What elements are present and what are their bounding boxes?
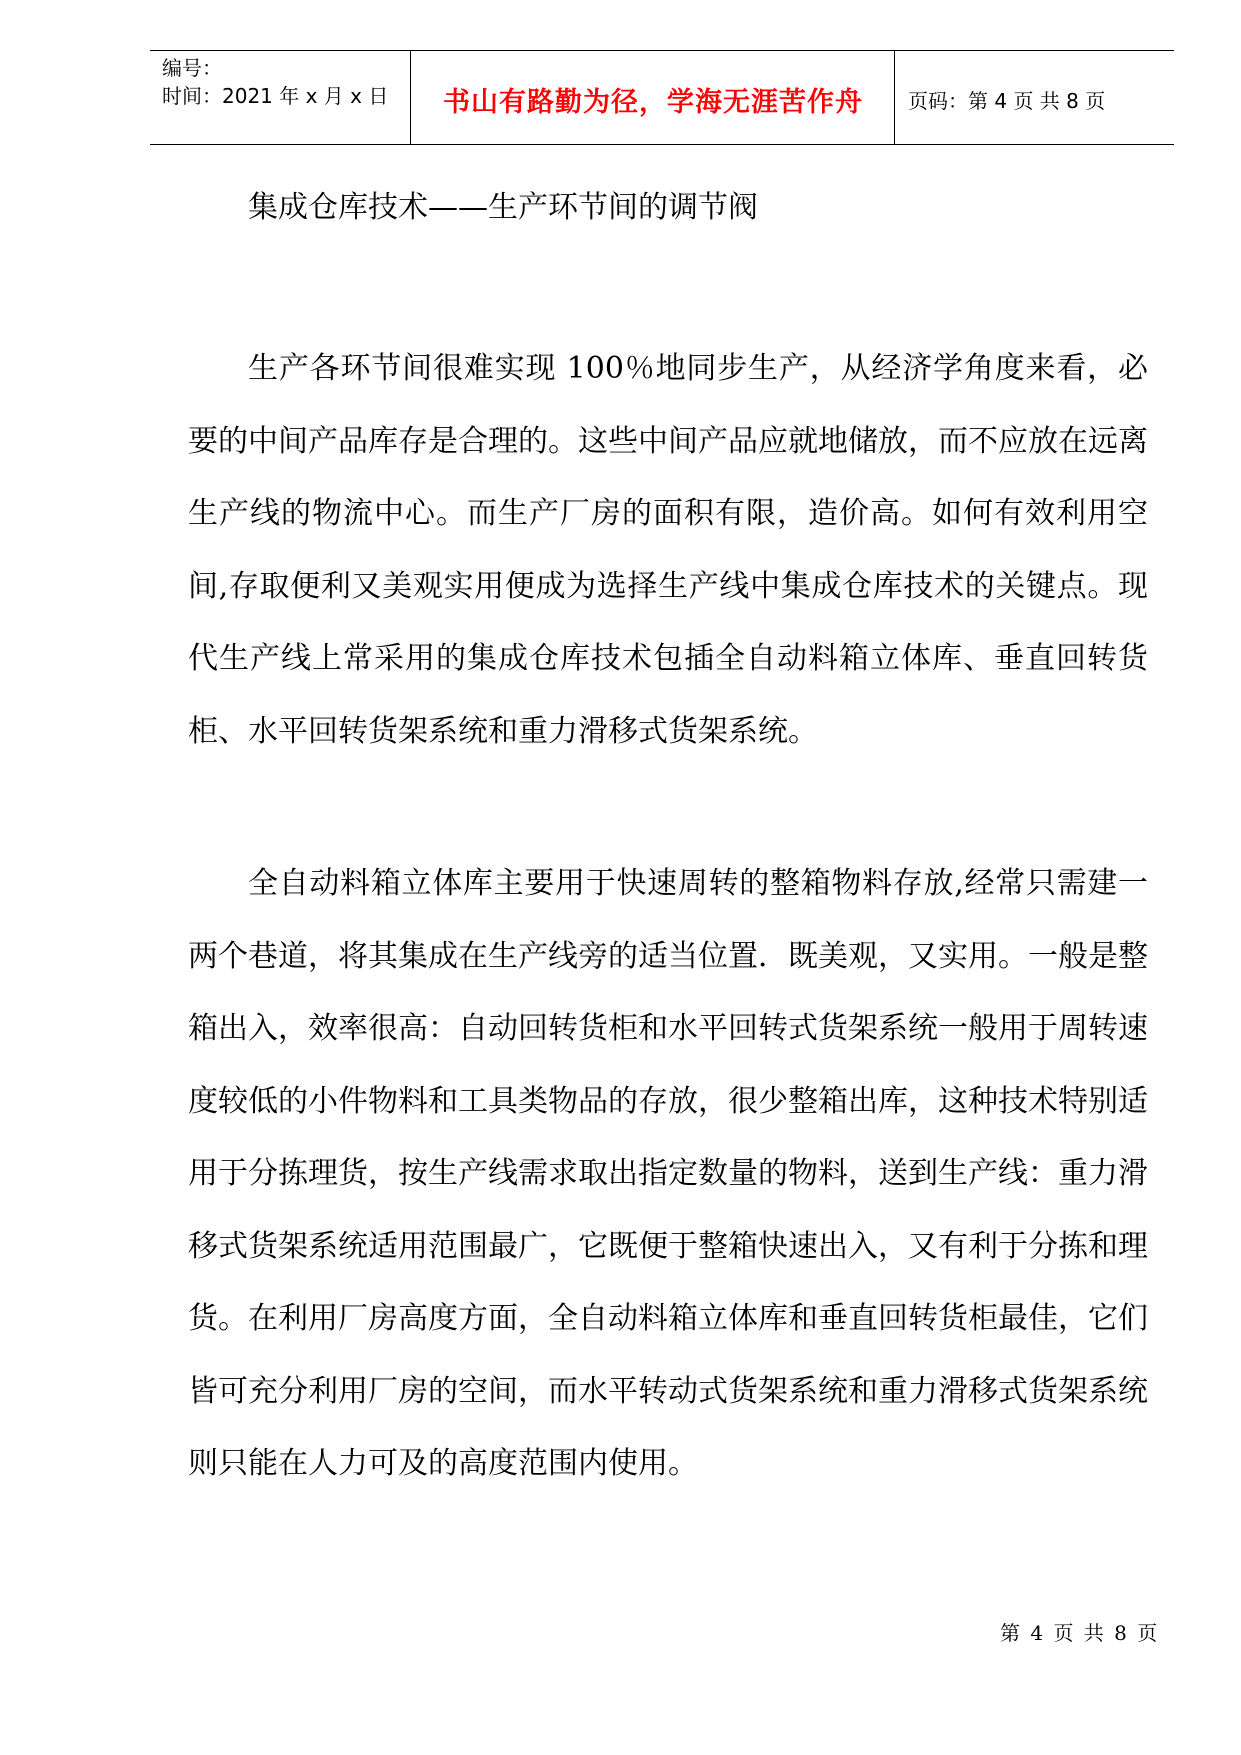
paragraph-2: 全自动料箱立体库主要用于快速周转的整箱物料存放,经常只需建一两个巷道，将其集成在生产线旁的适当位置．既美观，又实用。一般是整箱出入，效率很高：自动回转货柜和水平回转式货架系统一般用于周转速度较低的小件物料和工具类物品的存放，很少整箱出库，这种技术特别适用于分拣理货，按生产线需求取出指定数量的物料，送到生产线：重力滑移式货架系统适用范围最广，它既便于整箱快速出入，又有利于分拣和理货。在利用厂房高度方面，全自动料箱立体库和垂直回转货柜最佳，它们皆可充分利用厂房的空间，而水平转动式货架系统和重力滑移式货架系统则只能在人力可及的高度范围内使用。 (188, 866, 1148, 1481)
header-divider-right (894, 51, 895, 144)
header-table (150, 50, 1174, 145)
header-motto: 书山有路勤为径，学海无涯苦作舟 (443, 87, 863, 118)
footer-page-number: 第 4 页 共 8 页 (1000, 1621, 1158, 1645)
header-divider-left (410, 51, 411, 144)
document-title: 集成仓库技术——生产环节间的调节阀 (248, 190, 758, 225)
document-number-label: 编号： (162, 56, 222, 80)
header-page-code: 页码：第 4 页 共 8 页 (908, 89, 1106, 113)
document-time-label: 时间：2021 年 x 月 x 日 (162, 84, 389, 108)
paragraph-1: 生产各环节间很难实现 100％地同步生产，从经济学角度来看，必要的中间产品库存是合理的。这些中间产品应就地储放，而不应放在远离生产线的物流中心。而生产厂房的面积有限，造价高。如何有效利用空间,存取便利又美观实用便成为选择生产线中集成仓库技术的关键点。现代生产线上常采用的集成仓库技术包插全自动料箱立体库、垂直回转货柜、水平回转货架系统和重力滑移式货架系统。 (188, 351, 1148, 749)
